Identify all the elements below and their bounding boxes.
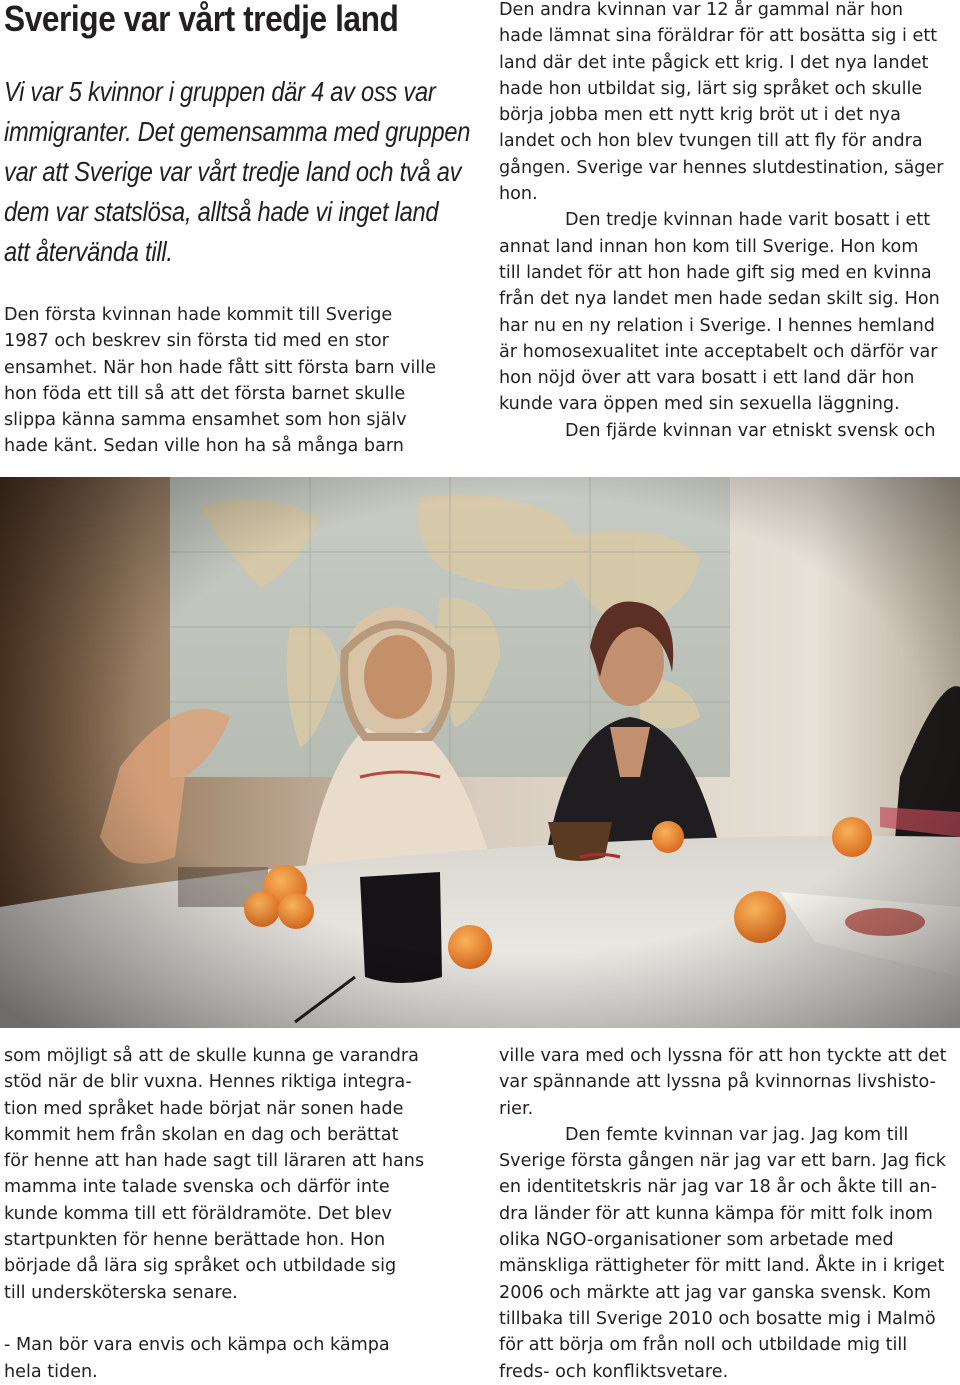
body-line: som möjligt så att de skulle kunna ge varandra: [4, 1046, 419, 1066]
body-line: rier.: [499, 1098, 534, 1119]
body-line: hade lämnat sina föräldrar för att bosätta sig i ett: [499, 26, 938, 47]
body-line: från det nya landet men hade sedan skilt sig. Hon: [499, 289, 940, 310]
paragraph-gap: [4, 1306, 454, 1332]
body-line: Sverige första gången när jag var ett barn. Jag fick: [499, 1151, 946, 1172]
body-line: Den första kvinnan hade kommit till Sverige: [4, 305, 393, 325]
body-column-right-bottom: [499, 1043, 954, 1385]
article-photo: [0, 477, 960, 1028]
body-line: Den tredje kvinnan hade varit bosatt i ett: [565, 210, 931, 231]
article-lead: [4, 72, 471, 272]
body-line: hela tiden.: [4, 1361, 98, 1382]
body-line: kunde vara öppen med sin sexuella läggning.: [499, 394, 900, 415]
lead-line: dem var statslösa, alltså hade vi inget land: [4, 196, 439, 227]
article-headline: Sverige var vårt tredje land: [4, 0, 399, 39]
body-line: gången. Sverige var hennes slutdestination, säger: [499, 157, 944, 178]
body-line: 1987 och beskrev sin första tid med en stor: [4, 331, 389, 352]
body-line: hade känt. Sedan ville hon ha så många barn: [4, 436, 404, 457]
lead-line: immigranter. Det gemensamma med gruppen: [4, 116, 471, 147]
body-line: hade hon utbildat sig, lärt sig språket och skulle: [499, 78, 923, 99]
body-line: Den femte kvinnan var jag. Jag kom till: [565, 1124, 909, 1145]
body-line: är homosexualitet inte acceptabelt och därför var: [499, 341, 938, 362]
body-line: slippa känna samma ensamhet som hon själv: [4, 410, 407, 431]
body-line: till landet för att hon hade gift sig med en kvinna: [499, 262, 932, 283]
body-line: kommit hem från skolan en dag och berättat: [4, 1124, 399, 1145]
body-line: - Man bör vara envis och kämpa och kämpa: [4, 1335, 390, 1356]
meeting-photo-illustration: [0, 477, 960, 1028]
body-line: för att börja om från noll och utbildade mig till: [499, 1335, 908, 1356]
body-line: har nu en ny relation i Sverige. I hennes hemland: [499, 315, 935, 336]
body-line: för henne att han hade sagt till läraren att hans: [4, 1151, 425, 1172]
body-line: till undersköterska senare.: [4, 1282, 238, 1303]
body-line: var spännande att lyssna på kvinnornas livshisto-: [499, 1072, 936, 1093]
body-line: 2006 och märkte att jag var ganska svensk. Kom: [499, 1282, 932, 1303]
body-column-right-top: [499, 0, 954, 444]
body-line: startpunkten för henne berättade hon. Hon: [4, 1230, 386, 1251]
body-line: land där det inte pågick ett krig. I det nya landet: [499, 52, 929, 73]
lead-line: att återvända till.: [4, 236, 173, 267]
body-line: Den fjärde kvinnan var etniskt svensk och: [565, 420, 936, 441]
body-line: börja jobba men ett nytt krig bröt ut i det nya: [499, 105, 901, 126]
lead-line: Vi var 5 kvinnor i gruppen där 4 av oss var: [4, 76, 436, 107]
body-line: Den andra kvinnan var 12 år gammal när hon: [499, 0, 904, 20]
body-line: stöd när de blir vuxna. Hennes riktiga integra-: [4, 1072, 412, 1093]
body-line: hon nöjd över att vara bosatt i ett land där hon: [499, 368, 915, 389]
body-line: dra länder för att kunna kämpa för mitt folk inom: [499, 1203, 933, 1224]
body-line: började då lära sig språket och utbildade sig: [4, 1256, 397, 1277]
body-line: mamma inte talade svenska och därför inte: [4, 1177, 390, 1198]
body-line: kunde komma till ett föräldramöte. Det blev: [4, 1203, 392, 1224]
body-line: tillbaka till Sverige 2010 och bosatte mig i Malmö: [499, 1308, 936, 1329]
body-line: mänskliga rättigheter för mitt land. Åkte in i kriget: [499, 1256, 945, 1277]
lead-line: var att Sverige var vårt tredje land och två av: [4, 156, 462, 187]
body-line: freds- och konfliktsvetare.: [499, 1361, 729, 1382]
body-line: olika NGO-organisationer som arbetade med: [499, 1230, 894, 1251]
body-line: hon föda ett till så att det första barnet skulle: [4, 383, 406, 404]
body-column-left-top: [4, 302, 454, 460]
body-line: landet och hon blev tvungen till att fly för andra: [499, 131, 923, 152]
body-column-left-bottom: [4, 1043, 454, 1385]
body-line: ensamhet. När hon hade fått sitt första barn ville: [4, 357, 437, 378]
body-line: hon.: [499, 184, 538, 205]
body-line: tion med språket hade börjat när sonen hade: [4, 1098, 404, 1119]
body-line: annat land innan hon kom till Sverige. Hon kom: [499, 236, 919, 257]
body-line: en identitetskris när jag var 18 år och åkte till an-: [499, 1177, 937, 1198]
body-line: ville vara med och lyssna för att hon tyckte att det: [499, 1046, 947, 1066]
